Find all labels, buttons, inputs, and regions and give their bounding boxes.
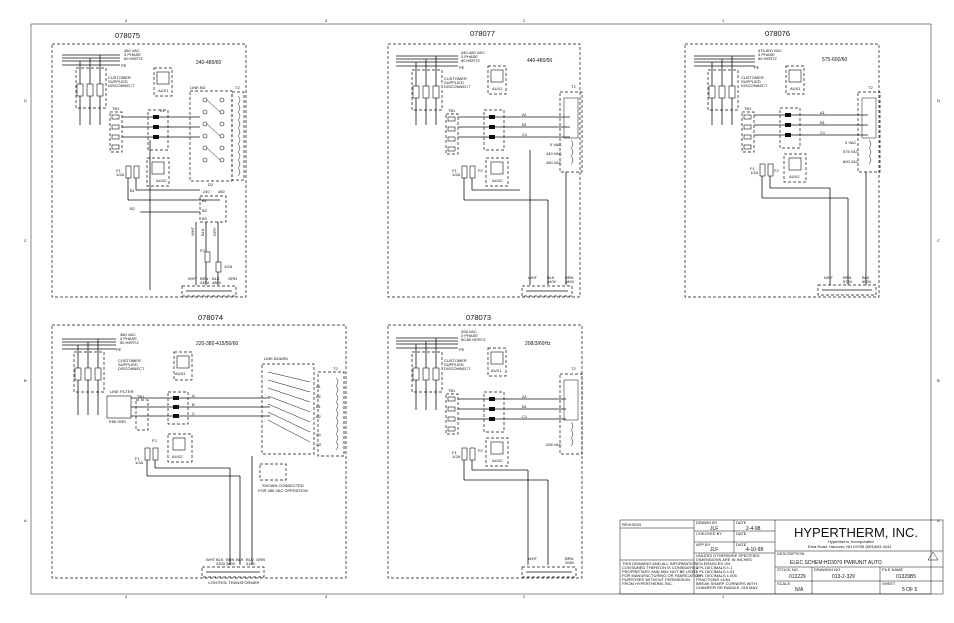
schematic-label: A1 bbox=[522, 394, 527, 399]
schematic-label: SHOWN CONNECTED bbox=[262, 483, 304, 488]
schematic-label: A1 bbox=[316, 384, 321, 389]
schematic-label: 480 VAC bbox=[546, 160, 562, 165]
schematic-label: Etna Road, Hanover, NH 03755 (603)643-3441 bbox=[808, 544, 892, 549]
schematic-label: TB1 bbox=[112, 106, 120, 111]
schematic-label: WHT bbox=[206, 557, 216, 562]
schematic-label: PE bbox=[121, 63, 127, 68]
schematic-label: CUSTOMER bbox=[444, 76, 467, 81]
schematic-label: WHT bbox=[824, 275, 834, 280]
schematic-label: A2 bbox=[316, 394, 321, 399]
schematic-label: B bbox=[192, 402, 195, 407]
schematic-label: AUX2 bbox=[156, 178, 167, 183]
panel-id-078076: 078076 bbox=[765, 29, 791, 38]
schematic-label: 208 VAC bbox=[461, 329, 477, 334]
date-approved: 4-10-98 bbox=[746, 547, 764, 553]
schematic-label: DATE bbox=[736, 531, 747, 536]
schematic-label: F1 bbox=[452, 168, 457, 173]
schematic-label: 208V bbox=[565, 560, 575, 565]
schematic-label: Hypertherm, Incorporated bbox=[828, 539, 874, 544]
title-block bbox=[620, 520, 943, 594]
scale: N/A bbox=[795, 587, 804, 593]
schematic-label: C bbox=[192, 411, 195, 416]
schematic-label: BLK bbox=[216, 557, 224, 562]
schematic-label: DISCONNECT bbox=[444, 366, 471, 371]
schematic-label: 1/2A bbox=[135, 460, 144, 465]
schematic-label: LINK BD bbox=[190, 85, 206, 90]
schematic-label: APP BY bbox=[696, 542, 711, 547]
company-name: HYPERTHERM, INC. bbox=[794, 525, 918, 540]
schematic-label: CONTAINED THEREON IS CONSIDERED bbox=[622, 565, 699, 570]
schematic-label: THIS DRAWING AND ALL INFORMATION bbox=[622, 561, 698, 566]
freq-078074: 220-380-415/50/60 bbox=[196, 341, 239, 347]
schematic-label: DRAWN BY bbox=[696, 520, 718, 525]
schematic-label: 0 VAC bbox=[550, 142, 562, 147]
schematic-label: SCALE bbox=[777, 581, 791, 586]
file-name: 01329B5 bbox=[896, 574, 917, 580]
schematic-label: DISCONNECT bbox=[741, 83, 768, 88]
schematic-label: AUX2 bbox=[789, 174, 800, 179]
schematic-label: D bbox=[24, 98, 27, 103]
schematic-label: CUSTOMER bbox=[444, 358, 467, 363]
panel-id-078075: 078075 bbox=[115, 31, 141, 40]
schematic-label: 575 VAC bbox=[843, 149, 859, 154]
schematic-label: PE bbox=[459, 347, 465, 352]
schematic-label: 480V bbox=[565, 279, 575, 284]
panel-id-078077: 078077 bbox=[470, 29, 496, 38]
schematic-label: 3 bbox=[325, 18, 328, 23]
schematic-label: D bbox=[937, 98, 940, 103]
schematic-label: B1 bbox=[202, 198, 207, 203]
schematic-label: AUX2 bbox=[492, 458, 503, 463]
schematic-label: DRAWING NO. bbox=[814, 567, 842, 572]
schematic-label: C bbox=[937, 238, 940, 243]
schematic-label: A bbox=[937, 518, 940, 523]
schematic-label: DATE bbox=[736, 542, 747, 547]
link-board-078075 bbox=[203, 98, 224, 162]
schematic-label: T2 bbox=[571, 366, 576, 371]
schematic-label: B1 bbox=[522, 122, 527, 127]
drawing-no: 013-2-329 bbox=[832, 574, 855, 580]
schematic-label: CHECKED BY bbox=[696, 531, 723, 536]
schematic-label: LINE FILTER bbox=[110, 389, 134, 394]
schematic-label: F1 bbox=[750, 166, 755, 171]
schematic-label: 380 VAC bbox=[120, 332, 136, 337]
panel-078074 bbox=[52, 313, 346, 585]
schematic-label: WHT bbox=[188, 276, 198, 281]
schematic-label: F2 bbox=[478, 448, 483, 453]
schematic-label: PURPOSES WITHOUT PERMISSION bbox=[622, 577, 691, 582]
schematic-label: C bbox=[24, 238, 27, 243]
schematic-label: B bbox=[937, 378, 940, 383]
schematic-label: 1/2A bbox=[116, 172, 125, 177]
schematic-label: 220V bbox=[216, 561, 226, 566]
schematic-label: C2 bbox=[316, 442, 322, 447]
schematic-label: B1 bbox=[522, 404, 527, 409]
freq-078073: 208/3/60Hz bbox=[525, 341, 551, 347]
schematic-label: PE bbox=[459, 65, 465, 70]
schematic-label: TB1 bbox=[448, 108, 456, 113]
schematic-label: 1/2A bbox=[224, 264, 233, 269]
schematic-label: SUPPLIED bbox=[444, 80, 464, 85]
schematic-label: TB1 bbox=[137, 394, 145, 399]
schematic-label: 240V bbox=[200, 280, 210, 285]
schematic-label: AUX1 bbox=[491, 368, 502, 373]
schematic-label: T2 bbox=[571, 84, 576, 89]
schematic-label: BLK bbox=[200, 228, 205, 236]
schematic-label: AUX1 bbox=[175, 371, 186, 376]
schematic-label: 575-600 VAC bbox=[758, 48, 782, 53]
schematic-label: AUX1 bbox=[790, 86, 801, 91]
schematic-label: B2 bbox=[130, 206, 135, 211]
schematic-label: DESCRIPTION bbox=[777, 551, 805, 556]
schematic-label: TB1 bbox=[448, 388, 456, 393]
schematic-label: C1 bbox=[522, 132, 528, 137]
schematic-label: BRN bbox=[200, 276, 209, 281]
schematic-label: BLK bbox=[862, 275, 870, 280]
schematic-label: CUSTOMER bbox=[118, 358, 141, 363]
schematic-label: WHT bbox=[528, 556, 538, 561]
schematic-label: 1 bbox=[722, 18, 725, 23]
schematic-label: B1 bbox=[130, 188, 135, 193]
schematic-label: 1 PL DECIMALS ±.1 bbox=[696, 565, 733, 570]
schematic-label: 4 bbox=[125, 594, 128, 599]
panel-078073 bbox=[388, 313, 582, 578]
schematic-label: 1/2A bbox=[750, 170, 759, 175]
schematic-label: B1 bbox=[820, 120, 825, 125]
schematic-label: B2 bbox=[202, 208, 207, 213]
schematic-label: 50-60 HERTZ bbox=[461, 337, 486, 342]
schematic-label: AUX2 bbox=[492, 178, 503, 183]
schematic-label: D2 bbox=[208, 182, 214, 187]
schematic-label: PE bbox=[116, 347, 122, 352]
schematic-label: AUX1 bbox=[158, 88, 169, 93]
schematic-label: FRACTIONS ±1/64 bbox=[696, 577, 731, 582]
schematic-label: 2 bbox=[523, 594, 526, 599]
bottom-terminals-078075 bbox=[188, 276, 237, 285]
schematic-label: PE bbox=[754, 65, 760, 70]
schematic-label: B1 bbox=[316, 404, 321, 409]
schematic-label: 3 PHASE bbox=[120, 336, 137, 341]
schematic-label: T2 bbox=[333, 366, 338, 371]
revision-label: REVISION bbox=[622, 522, 642, 527]
schematic-label: BRN bbox=[565, 275, 574, 280]
schematic-label: BREAK SHARP CORNERS WITH bbox=[696, 581, 757, 586]
panel-078077 bbox=[388, 29, 582, 297]
schematic-label: FOR MANUFACTURING OR FABRICATION bbox=[622, 573, 702, 578]
schematic-label: 440 VAC bbox=[546, 151, 562, 156]
bottom-terminals-078074 bbox=[206, 557, 265, 566]
schematic-label: AUX1 bbox=[492, 86, 503, 91]
tolerance-notes bbox=[696, 553, 760, 590]
bottom-terminals-078077 bbox=[528, 275, 575, 284]
drawing-description: ELEC SCHEM:HD3070 PWRUNIT AUTO bbox=[790, 560, 882, 566]
schematic-label: UNLESS OTHERWISE SPECIFIED bbox=[696, 553, 760, 558]
panel-078075 bbox=[52, 31, 246, 297]
schematic-label: 3 bbox=[325, 594, 328, 599]
panel-id-078073: 078073 bbox=[466, 313, 492, 322]
schematic-label: STOCK NO. bbox=[777, 567, 799, 572]
schematic-label: C1 bbox=[820, 130, 826, 135]
bottom-terminals-078076 bbox=[824, 275, 872, 284]
schematic-label: 1 bbox=[722, 594, 725, 599]
schematic-label: B3 bbox=[202, 216, 207, 221]
schematic-label: BLK bbox=[212, 276, 220, 281]
schematic-label: FROM HYPERTHERM, INC. bbox=[622, 581, 674, 586]
schematic-label: AUX2 bbox=[172, 454, 183, 459]
schematic-label: 415V bbox=[246, 561, 256, 566]
schematic-label: A bbox=[24, 518, 27, 523]
schematic-label: DISCONNECT bbox=[118, 366, 145, 371]
schematic-label: 600 VAC bbox=[843, 159, 859, 164]
schematic-label: DATE bbox=[736, 520, 747, 525]
schematic-label: 240 bbox=[203, 189, 210, 194]
schematic-label: WHT bbox=[528, 275, 538, 280]
schematic-label: BRN bbox=[226, 557, 235, 562]
schematic-label: SUPPLIED bbox=[108, 79, 128, 84]
panel-id-078074: 078074 bbox=[198, 313, 224, 322]
schematic-label: SUPPLIED bbox=[444, 362, 464, 367]
sheet-number: 5 OF 5 bbox=[902, 587, 918, 593]
schematic-label: A bbox=[192, 393, 195, 398]
schematic-label: 480 bbox=[218, 189, 225, 194]
drawing-border bbox=[31, 24, 931, 594]
schematic-label: CUSTOMER bbox=[108, 75, 131, 80]
schematic-label: F1 bbox=[135, 456, 140, 461]
schematic-label: DISCONNECT bbox=[108, 83, 135, 88]
schematic-label: F2 bbox=[200, 248, 205, 253]
schematic-label: GRN bbox=[256, 557, 265, 562]
schematic-label: C1 bbox=[522, 414, 528, 419]
schematic-label: DISCONNECT bbox=[444, 84, 471, 89]
schematic-label: DIMENSIONS ARE IN INCHES bbox=[696, 557, 752, 562]
schematic-label: 380V bbox=[226, 561, 236, 566]
link-board-078074 bbox=[268, 372, 310, 442]
schematic-label: 2 bbox=[523, 18, 526, 23]
schematic-label: B2 bbox=[316, 414, 321, 419]
schematic-label: 440V bbox=[547, 279, 557, 284]
schematic-label: TOLERANCES ON bbox=[696, 561, 731, 566]
schematic-label: 0 VAC bbox=[845, 140, 857, 145]
schematic-label: 480V bbox=[212, 280, 222, 285]
schematic-label: 440-480 VAC bbox=[461, 50, 485, 55]
schematic-label: SUPPLIED bbox=[118, 362, 138, 367]
schematic-label: 1/2A bbox=[452, 454, 461, 459]
schematic-label: SHEET bbox=[882, 581, 896, 586]
schematic-label: PROPRIETARY AND MAY NOT BE USED bbox=[622, 569, 698, 574]
schematic-label: B bbox=[24, 378, 27, 383]
approved-by: JLF bbox=[710, 547, 719, 553]
schematic-label: 60 HERTZ bbox=[124, 56, 143, 61]
schematic-label: 208 VAC bbox=[546, 442, 562, 447]
schematic-label: 2 PL DECIMALS ±.01 bbox=[696, 569, 735, 574]
schematic-label: BLK bbox=[236, 557, 244, 562]
border-column-labels bbox=[125, 18, 725, 599]
schematic-label: 600V bbox=[862, 279, 872, 284]
schematic-label: BLU bbox=[246, 557, 254, 562]
drawn-by: JLF bbox=[710, 526, 719, 532]
schematic-label: 575V bbox=[843, 279, 853, 284]
schematic-label: 480 VAC bbox=[124, 48, 140, 53]
schematic-label: A1 bbox=[522, 112, 527, 117]
schematic-label: BRN bbox=[565, 556, 574, 561]
schematic-label: FILE NAME bbox=[882, 567, 904, 572]
schematic-label: 50 HERTZ bbox=[120, 340, 139, 345]
schematic-label: CONTROL TRANSFORMER bbox=[208, 580, 260, 585]
schematic-label: CHAMFER OR RADIUS .015 MAX bbox=[696, 585, 758, 590]
schematic-label: LINK BOARD bbox=[264, 356, 289, 361]
schematic-label: 60 HERTZ bbox=[758, 56, 777, 61]
date-drawn: 2-4-98 bbox=[746, 526, 761, 532]
caution-icon bbox=[928, 552, 938, 560]
schematic-label: F2 bbox=[774, 168, 779, 173]
schematic-label: T2 bbox=[235, 85, 240, 90]
schematic-label: BLK bbox=[547, 275, 555, 280]
schematic-label: BRN bbox=[843, 275, 852, 280]
proprietary-notice bbox=[622, 561, 701, 586]
schematic-label: F1 bbox=[116, 168, 121, 173]
schematic-label: SUPPLIED bbox=[741, 79, 761, 84]
freq-078076: 575-600/60 bbox=[822, 57, 848, 63]
schematic-label: GRN bbox=[228, 276, 237, 281]
freq-078077: 440-480/50 bbox=[527, 58, 553, 64]
bottom-terminals-078073 bbox=[528, 556, 575, 565]
schematic-label: TB1 bbox=[744, 106, 752, 111]
panel-078076 bbox=[685, 29, 880, 297]
schematic-label: F1 bbox=[452, 450, 457, 455]
schematic-label: 4 bbox=[125, 18, 128, 23]
schematic-label: 50 HERTZ bbox=[461, 58, 480, 63]
schematic-label: 3 PHASE bbox=[461, 54, 478, 59]
schematic-label: 3 PL DECIMALS ±.005 bbox=[696, 573, 737, 578]
schematic-label: 3 PHASE bbox=[124, 52, 141, 57]
schematic-label: FOR 380 VAC OPERATION bbox=[258, 488, 308, 493]
schematic-label: C1 bbox=[316, 432, 322, 437]
schematic-label: F2 bbox=[478, 168, 483, 173]
schematic-label: T2 bbox=[868, 85, 873, 90]
schematic-label: 1/2A bbox=[452, 172, 461, 177]
schematic-label: CUSTOMER bbox=[741, 75, 764, 80]
stock-no: 013229 bbox=[789, 574, 806, 580]
schematic-label: K1 bbox=[160, 108, 165, 113]
freq-078075: 240-480/60 bbox=[196, 60, 222, 66]
schematic-label: EMI GRD bbox=[109, 419, 127, 424]
schematic-label: GRY bbox=[212, 227, 217, 236]
schematic-label: F2 bbox=[152, 438, 157, 443]
schematic-label: 3 PHASE bbox=[758, 52, 775, 57]
schematic-label: WHT bbox=[190, 226, 195, 236]
schematic-label: A1 bbox=[820, 110, 825, 115]
schematic-label: 3 PHASE bbox=[461, 333, 478, 338]
